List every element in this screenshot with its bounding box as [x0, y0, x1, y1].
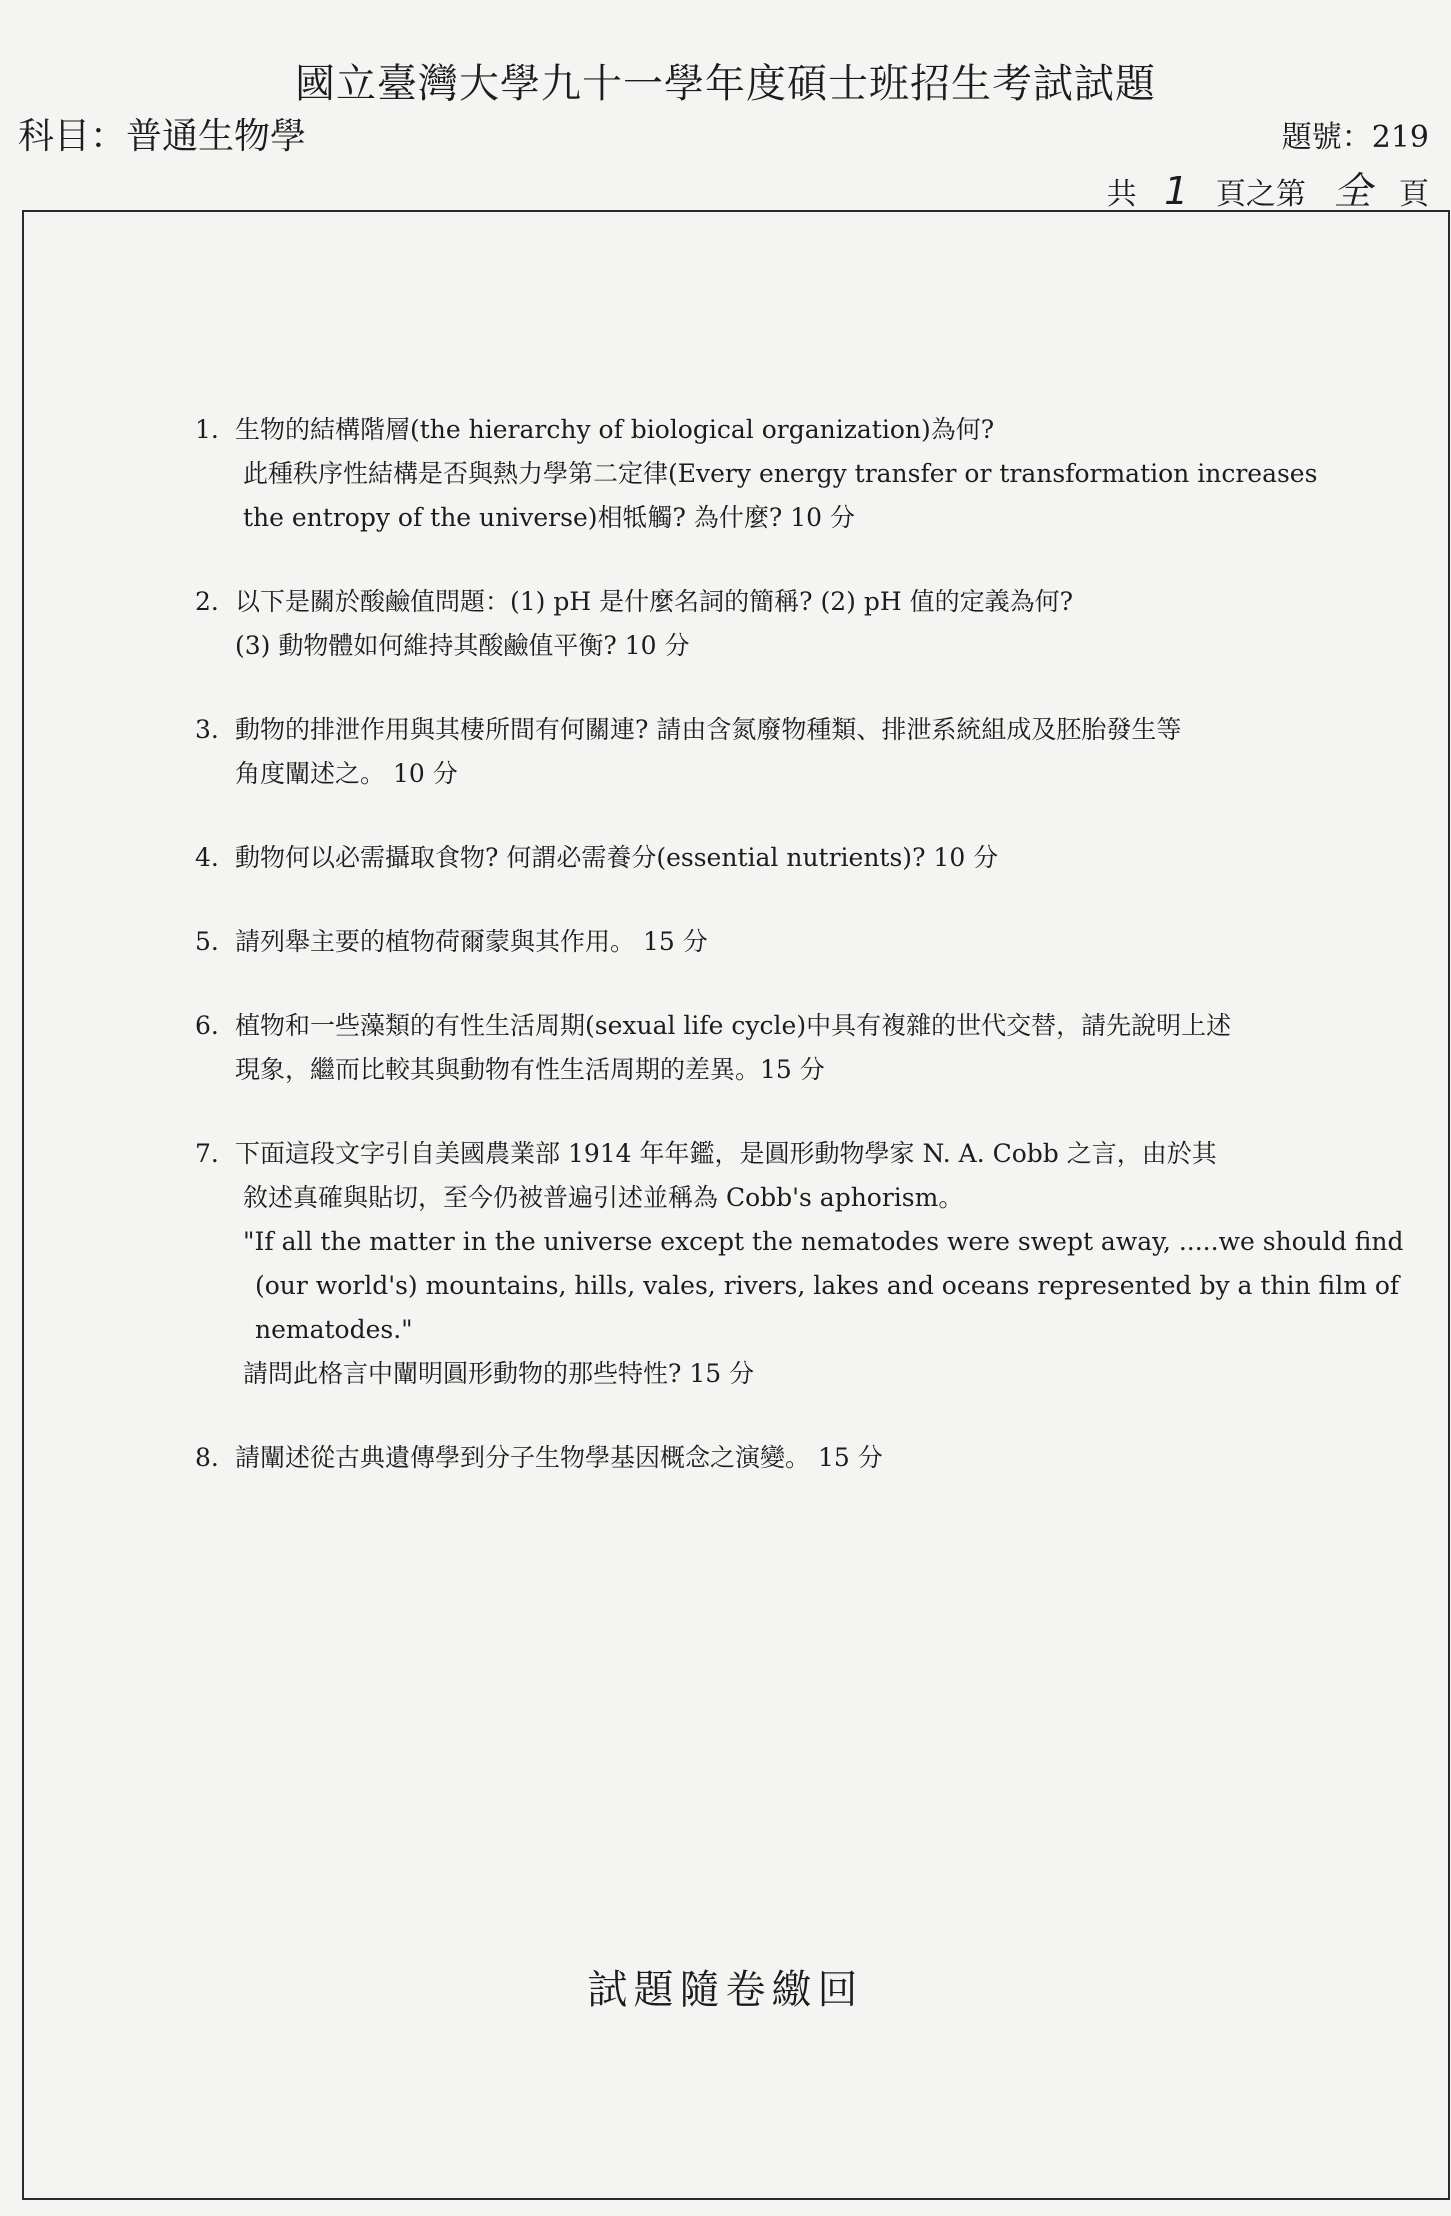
page-title: 國立臺灣大學九十一學年度碩士班招生考試試題: [295, 61, 1156, 107]
question-line: 請問此格言中闡明圓形動物的那些特性? 15 分: [243, 1359, 755, 1388]
pages-suffix: 頁: [1399, 177, 1429, 212]
pages-prefix: 共: [1106, 177, 1137, 212]
question-7: [195, 1132, 1404, 1396]
question-number: 5.: [195, 927, 219, 956]
question-line: 請闡述從古典遺傳學到分子生物學基因概念之演變。 15 分: [235, 1443, 883, 1472]
page-count: [1107, 160, 1429, 215]
return-notice: 試題隨卷繳回: [587, 1967, 864, 2013]
question-5: [195, 920, 1295, 964]
question-line: 植物和一些藻類的有性生活周期(sexual life cycle)中具有複雜的世代交替，請先說明上述: [235, 1011, 1232, 1040]
question-number: 6.: [195, 1011, 219, 1040]
question-line: 現象，繼而比較其與動物有性生活周期的差異。15 分: [235, 1055, 825, 1084]
question-line: 此種秩序性結構是否與熱力學第二定律(Every energy transfer or transformation increases: [243, 459, 1318, 488]
question-line: 生物的結構階層(the hierarchy of biological organization)為何?: [235, 415, 995, 444]
question-6: [195, 1004, 1295, 1092]
question-number: 4.: [195, 843, 219, 872]
question-line: 以下是關於酸鹼值問題：(1) pH 是什麼名詞的簡稱? (2) pH 值的定義為何?: [235, 587, 1073, 616]
question-line: 下面這段文字引自美國農業部 1914 年年鑑，是圓形動物學家 N. A. Cobb 之言，由於其: [235, 1139, 1217, 1168]
quote-line: nematodes.": [255, 1315, 413, 1344]
question-number: 2.: [195, 587, 219, 616]
question-number: 8.: [195, 1443, 219, 1472]
question-number: 1.: [195, 415, 219, 444]
pages-current: 全: [1333, 169, 1372, 213]
question-line: 動物何以必需攝取食物? 何謂必需養分(essential nutrients)? 10 分: [235, 843, 999, 872]
pages-middle: 頁之第: [1215, 177, 1306, 212]
subject-label: 科目：普通生物學: [18, 116, 307, 157]
question-8: [195, 1436, 1295, 1480]
question-line: 敘述真確與貼切，至今仍被普遍引述並稱為 Cobb's aphorism。: [243, 1183, 964, 1212]
question-line: 請列舉主要的植物荷爾蒙與其作用。 15 分: [235, 927, 708, 956]
pages-total: 1: [1164, 169, 1189, 213]
question-line: (3) 動物體如何維持其酸鹼值平衡? 10 分: [235, 631, 690, 660]
question-2: [195, 580, 1295, 668]
question-number: 7.: [195, 1139, 219, 1168]
question-3: [195, 708, 1295, 796]
question-line: 動物的排泄作用與其棲所間有何關連? 請由含氮廢物種類、排泄系統組成及胚胎發生等: [235, 715, 1182, 744]
question-line: 角度闡述之。 10 分: [235, 759, 458, 788]
question-line: the entropy of the universe)相牴觸? 為什麼? 10 分: [243, 503, 855, 532]
exam-number: 題號：219: [1281, 120, 1429, 155]
quote-line: "If all the matter in the universe except the nematodes were swept away, .....we should find: [243, 1227, 1404, 1256]
question-4: [195, 836, 1295, 880]
question-list: [195, 408, 1404, 1520]
quote-line: (our world's) mountains, hills, vales, rivers, lakes and oceans represented by a thin film of: [255, 1271, 1400, 1300]
question-number: 3.: [195, 715, 219, 744]
question-1: [195, 408, 1318, 540]
